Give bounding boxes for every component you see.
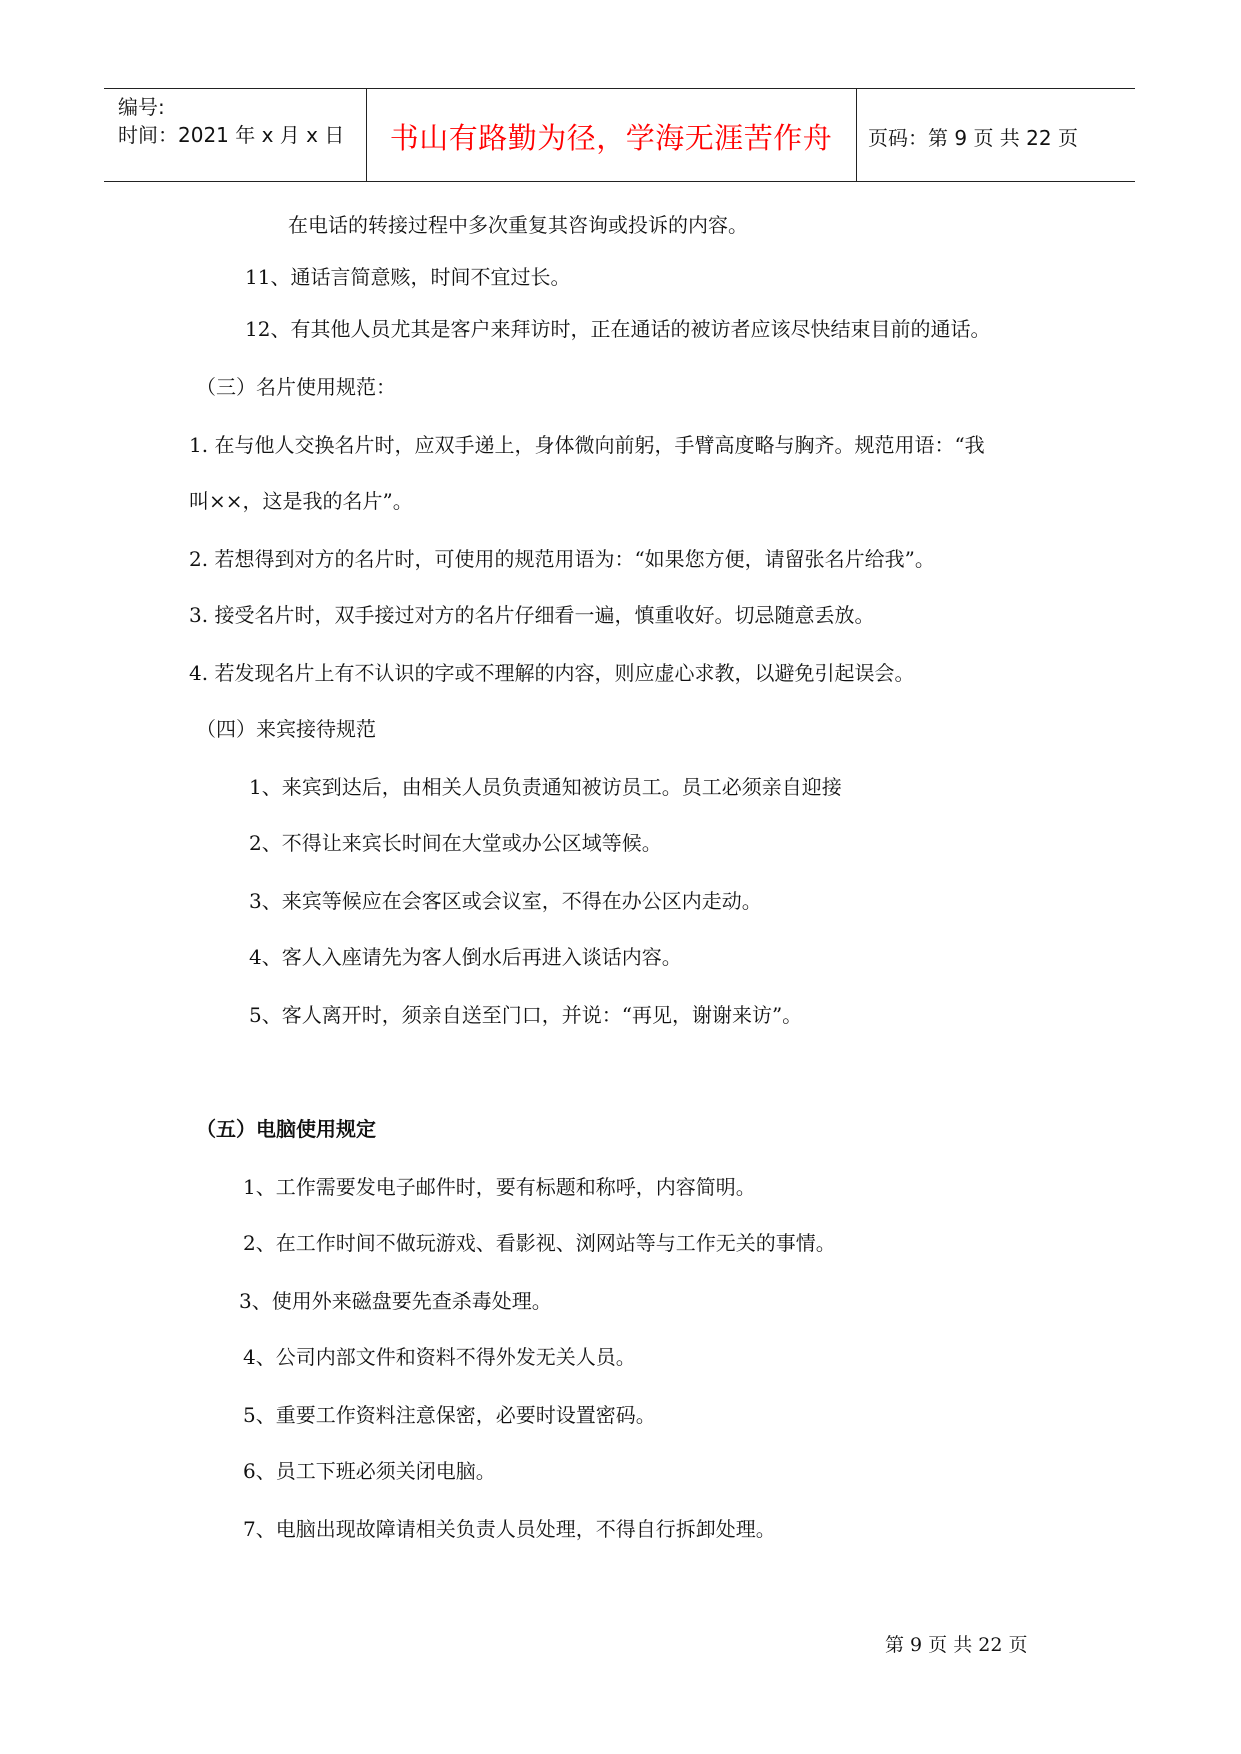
body-line: 1、来宾到达后，由相关人员负责通知被访员工。员工必须亲自迎接 (249, 775, 842, 799)
body-line: 12、有其他人员尤其是客户来拜访时，正在通话的被访者应该尽快结束目前的通话。 (245, 317, 991, 341)
body-line: 11、通话言简意赅，时间不宜过长。 (245, 265, 571, 289)
body-line: 6、员工下班必须关闭电脑。 (243, 1459, 496, 1483)
body-line: 4. 若发现名片上有不认识的字或不理解的内容，则应虚心求教，以避免引起误会。 (189, 661, 915, 685)
document-number-label: 编号: (118, 95, 165, 119)
header-motto: 书山有路勤为径，学海无涯苦作舟 (389, 120, 833, 155)
body-line: 7、电脑出现故障请相关负责人员处理，不得自行拆卸处理。 (243, 1517, 776, 1541)
body-line: 1、工作需要发电子邮件时，要有标题和称呼，内容简明。 (243, 1175, 756, 1199)
body-line: 3、使用外来磁盘要先查杀毒处理。 (239, 1289, 552, 1313)
section-heading: （四）来宾接待规范 (196, 717, 376, 741)
body-line: 2、在工作时间不做玩游戏、看影视、浏网站等与工作无关的事情。 (243, 1231, 836, 1255)
section-heading: （五）电脑使用规定 (196, 1117, 376, 1141)
body-line: 3. 接受名片时，双手接过对方的名片仔细看一遍，慎重收好。切忌随意丢放。 (189, 603, 875, 627)
page-footer: 第 9 页 共 22 页 (885, 1634, 1028, 1656)
body-line: 5、重要工作资料注意保密，必要时设置密码。 (243, 1403, 656, 1427)
body-line: 2、不得让来宾长时间在大堂或办公区域等候。 (249, 831, 662, 855)
body-line: 2. 若想得到对方的名片时，可使用的规范用语为：“如果您方便，请留张名片给我”。 (189, 547, 935, 571)
page-header (104, 88, 1135, 182)
body-line: 1. 在与他人交换名片时，应双手递上，身体微向前躬，手臂高度略与胸齐。规范用语：“我 (189, 433, 985, 457)
body-line: 4、客人入座请先为客人倒水后再进入谈话内容。 (249, 945, 682, 969)
body-line: 5、客人离开时，须亲自送至门口，并说：“再见，谢谢来访”。 (249, 1003, 803, 1027)
body-line: 叫××，这是我的名片”。 (189, 489, 413, 513)
section-heading: （三）名片使用规范： (196, 375, 396, 399)
body-line: 4、公司内部文件和资料不得外发无关人员。 (243, 1345, 636, 1369)
document-time-label: 时间：2021 年 x 月 x 日 (118, 123, 345, 147)
header-divider-right (856, 89, 857, 181)
body-line: 在电话的转接过程中多次重复其咨询或投诉的内容。 (288, 213, 748, 237)
body-line: 3、来宾等候应在会客区或会议室，不得在办公区内走动。 (249, 889, 762, 913)
header-page-label: 页码：第 9 页 共 22 页 (868, 125, 1078, 150)
header-meta (118, 93, 344, 149)
